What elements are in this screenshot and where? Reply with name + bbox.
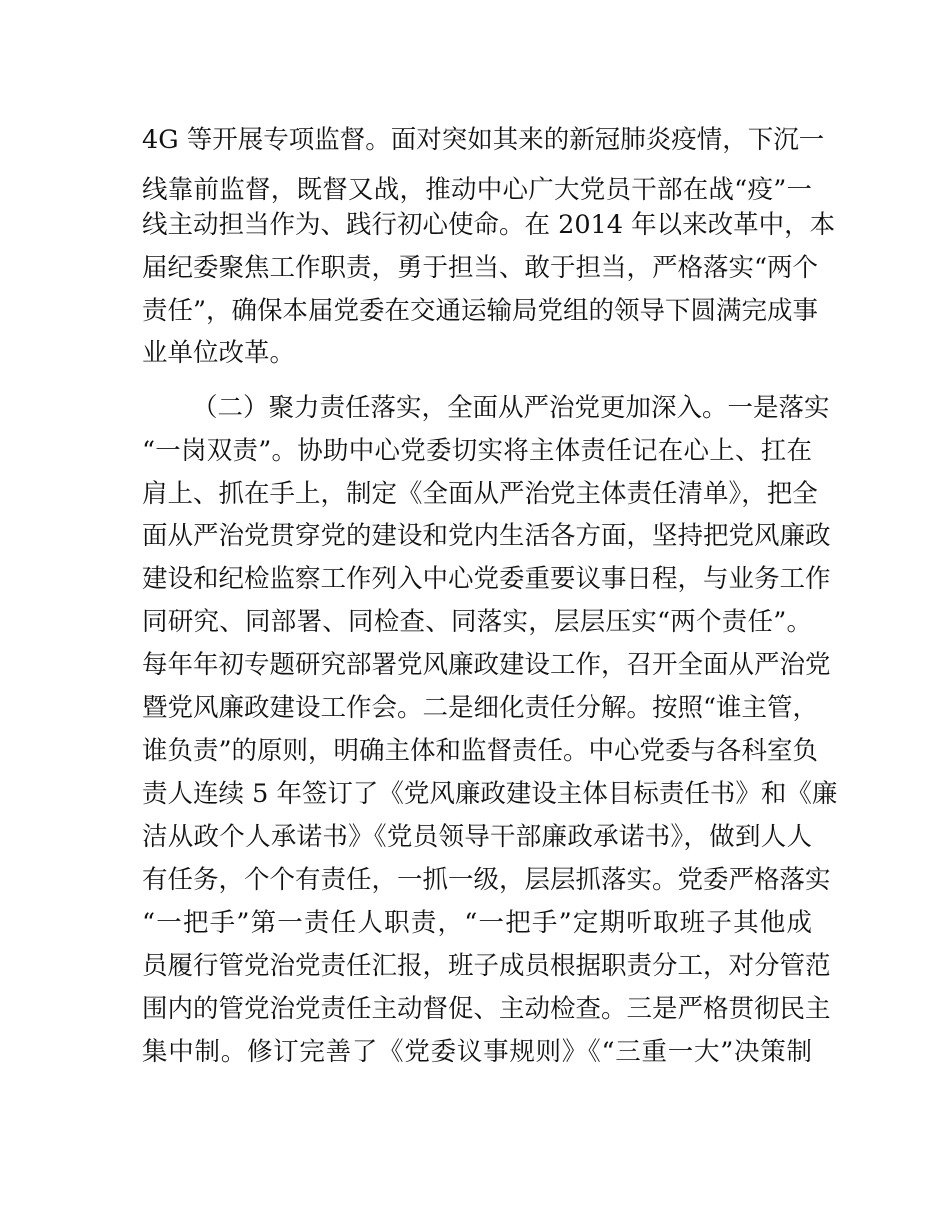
paragraph-line: 责人连续 5 年签订了《党风廉政建设主体目标责任书》和《廉 xyxy=(142,779,838,809)
paragraph-line: 员履行管党治党责任汇报，班子成员根据职责分工，对分管范 xyxy=(142,951,831,981)
paragraph-line: 谁负责”的原则，明确主体和监督责任。中心党委与各科室负 xyxy=(142,736,819,766)
paragraph-line: 建设和纪检监察工作列入中心党委重要议事日程，与业务工作 xyxy=(142,564,831,594)
paragraph-line: 面从严治党贯穿党的建设和党内生活各方面，坚持把党风廉政 xyxy=(142,521,831,551)
paragraph-line: 每年年初专题研究部署党风廉政建设工作，召开全面从严治党 xyxy=(142,650,831,680)
paragraph-line: 围内的管党治党责任主动督促、主动检查。三是严格贯彻民主 xyxy=(142,994,831,1024)
paragraph-line: 责任”，确保本届党委在交通运输局党组的领导下圆满完成事 xyxy=(142,296,819,326)
paragraph-line: “一把手”第一责任人职责，“一把手”定期听取班子其他成 xyxy=(142,908,812,938)
paragraph-line: 4G 等开展专项监督。面对突如其来的新冠肺炎疫情，下沉一 xyxy=(142,125,825,155)
paragraph-first-line: （二）聚力责任落实，全面从严治党更加深入。一是落实 xyxy=(192,393,830,423)
paragraph-line: 线靠前监督，既督又战，推动中心广大党员干部在战“疫”一 xyxy=(142,175,812,205)
paragraph-line: 集中制。修订完善了《党委议事规则》《“三重一大”决策制 xyxy=(142,1037,812,1067)
paragraph-line: 肩上、抓在手上，制定《全面从严治党主体责任清单》，把全 xyxy=(142,479,818,509)
paragraph-line: 暨党风廉政建设工作会。二是细化责任分解。按照“谁主管， xyxy=(142,693,819,723)
paragraph-line: 洁从政个人承诺书》《党员领导干部廉政承诺书》，做到人人 xyxy=(142,822,812,852)
paragraph-line: 线主动担当作为、践行初心使命。在 2014 年以来改革中，本 xyxy=(142,210,836,240)
paragraph-line: 有任务，个个有责任，一抓一级，层层抓落实。党委严格落实 xyxy=(142,865,831,895)
paragraph-line: 业单位改革。 xyxy=(142,338,296,368)
paragraph-line: 届纪委聚焦工作职责，勇于担当、敢于担当，严格落实“两个 xyxy=(142,253,819,283)
paragraph-line: 同研究、同部署、同检查、同落实，层层压实“两个责任”。 xyxy=(142,607,812,637)
paragraph-line: “一岗双责”。协助中心党委切实将主体责任记在心上、扛在 xyxy=(142,436,812,466)
